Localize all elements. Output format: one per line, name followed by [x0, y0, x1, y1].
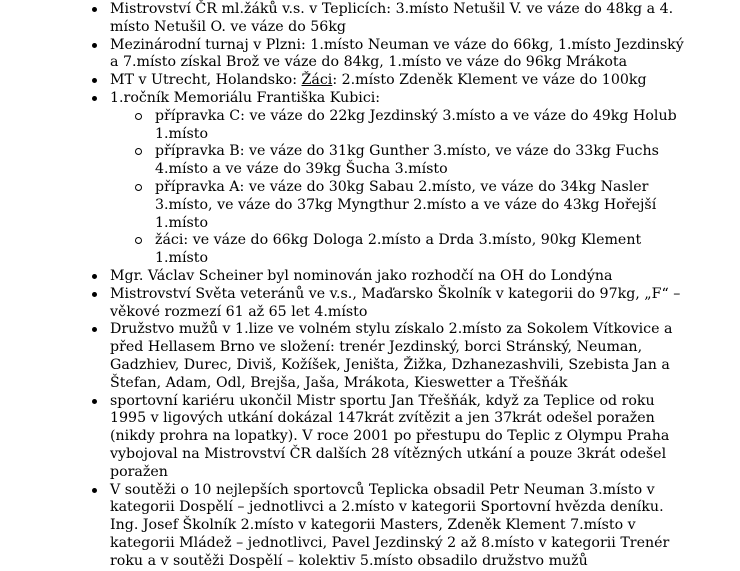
sub-item-text: přípravka C: ve váze do 22kg Jezdinský 3.místo a ve váze do 49kg Holub 1.místo: [155, 107, 677, 142]
list-item: [110, 268, 690, 286]
item-text: 1.ročník Memoriálu Františka Kubici:: [110, 89, 381, 106]
sub-list-item: [155, 232, 690, 268]
list-item: [110, 72, 690, 90]
list-item: [110, 393, 690, 482]
memorial-sublist: [110, 108, 690, 268]
item-text: sportovní kariéru ukončil Mistr sportu Jan Třešňák, když za Teplice od roku 1995 v ligových utkání dokázal 147krát zvítězit a jen 37krát odešel poražen (nikdy prohra na lopatky). V roce 2001 po přestupu do Teplic z Olympu Praha vybojoval na Mistrovství ČR dalších 28 vítězných utkání a pouze 3krát odešel poražen: [110, 392, 670, 480]
item-text: Mezinárodní turnaj v Plzni: 1.místo Neuman ve váze do 66kg, 1.místo Jezdinský a 7.místo získal Brož ve váze do 84kg, 1.místo ve váze do 96kg Mrákota: [110, 36, 684, 71]
item-text-prefix: MT v Utrecht, Holandsko:: [110, 72, 302, 89]
item-text: Mistrovství Světa veteránů ve v.s., Maďarsko Školník v kategorii do 97kg, „F“ – věkové rozmezí 61 až 65 let 4.místo: [110, 285, 681, 320]
sub-item-text: žáci: ve váze do 66kg Dologa 2.místo a Drda 3.místo, 90kg Klement 1.místo: [155, 232, 642, 267]
sub-list-item: [155, 108, 690, 144]
list-item: [110, 286, 690, 322]
underlined-category: Žáci: [301, 72, 333, 89]
results-list: [110, 1, 690, 571]
list-item: [110, 321, 690, 392]
item-text: Mistrovství ČR ml.žáků v.s. v Teplicích: 3.místo Netušil V. ve váze do 48kg a 4. místo Netušil O. ve váze do 56kg: [110, 1, 674, 35]
list-item: [110, 90, 690, 268]
sub-list-item: [155, 143, 690, 179]
item-text-suffix: : 2.místo Zdeněk Klement ve váze do 100kg: [332, 72, 647, 89]
item-text: V soutěži o 10 nejlepších sportovců Teplicka obsadil Petr Neuman 3.místo v kategorii Dospělí – jednotlivci a 2.místo v kategorii Sportovní hvězda deníku. Ing. Josef Školník 2.místo v kategorii Masters, Zdeněk Klement 7.místo v kategorii Mládež – jednotlivci, Pavel Jezdinský 2 až 8.místo v kategorii Trenér roku a v soutěži Dospělí – kolektiv 5.místo obsadilo družstvo mužů: [110, 481, 670, 569]
list-item: [110, 1, 690, 37]
sub-item-text: přípravka A: ve váze do 30kg Sabau 2.místo, ve váze do 34kg Nasler 3.místo, ve váze do 37kg Myngthur 2.místo a ve váze do 43kg Hořejší 1.místo: [155, 178, 657, 231]
item-text: Družstvo mužů v 1.lize ve volném stylu získalo 2.místo za Sokolem Vítkovice a před Hellasem Brno ve složení: trenér Jezdinský, borci Stránský, Neuman, Gadzhiev, Durec, Diviš, Kožíšek, Jeništa, Žižka, Dzhanezashvili, Szebista Jan a Štefan, Adam, Odl, Brejša, Jaša, Mrákota, Kieswetter a Třešňák: [110, 321, 673, 391]
item-text: Mgr. Václav Scheiner byl nominován jako rozhodčí na OH do Londýna: [110, 267, 613, 284]
sub-item-text: přípravka B: ve váze do 31kg Gunther 3.místo, ve váze do 33kg Fuchs 4.místo a ve váze do 39kg Šucha 3.místo: [155, 143, 659, 178]
sub-list-item: [155, 179, 690, 232]
list-item: [110, 37, 690, 73]
list-item: [110, 482, 690, 571]
